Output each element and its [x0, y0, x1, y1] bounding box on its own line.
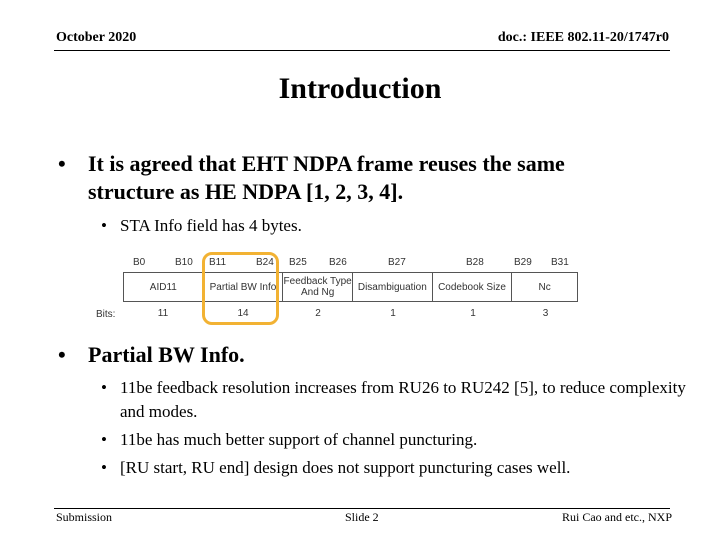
- bit-size: 14: [237, 308, 249, 319]
- bullet-eht-ndpa: [58, 150, 648, 206]
- field-feedback-type-and-ng: Feedback Type And Ng: [283, 273, 353, 301]
- sta-info-field-table: [123, 272, 578, 302]
- field-partial-bw-info: Partial BW Info: [204, 273, 284, 301]
- bullet-text: 11be feedback resolution increases from RU26 to RU242 [5], to reduce complexity and modes.: [120, 378, 686, 421]
- footer-submission: Submission: [56, 510, 113, 524]
- bullet-dot: •: [58, 342, 66, 367]
- bullet-text: Partial BW Info.: [88, 342, 245, 367]
- field-aid11: AID11: [124, 273, 204, 301]
- sub-bullet-sta-info: [101, 214, 520, 238]
- sub-bullet-puncturing-support: [101, 428, 700, 452]
- bullet-text: It is agreed that EHT NDPA frame reuses the same structure as HE NDPA [1, 2, 3, 4].: [88, 151, 565, 204]
- bit-size: 1: [470, 308, 476, 319]
- bit-label: B11: [209, 257, 227, 268]
- bullet-dot: •: [101, 430, 107, 449]
- bit-size: 11: [157, 308, 169, 319]
- header-date: October 2020: [56, 30, 137, 45]
- bit-size: 1: [390, 308, 396, 319]
- bit-label: B26: [329, 257, 347, 268]
- field-disambiguation: Disambiguation: [353, 273, 433, 301]
- bullet-dot: •: [101, 458, 107, 477]
- field-codebook-size: Codebook Size: [433, 273, 513, 301]
- bullet-text: STA Info field has 4 bytes.: [120, 216, 302, 235]
- bullet-text: [RU start, RU end] design does not support puncturing cases well.: [120, 458, 571, 477]
- bit-label: B24: [256, 257, 274, 268]
- bullet-text: 11be has much better support of channel puncturing.: [120, 430, 478, 449]
- partial-bw-highlight: [202, 252, 279, 325]
- footer-authors: Rui Cao and etc., NXP: [562, 510, 672, 524]
- sub-bullet-ru-design: [101, 456, 700, 480]
- footer-slide-number: Slide 2: [345, 510, 379, 524]
- bit-size: 2: [315, 308, 321, 319]
- slide-title: Introduction: [278, 72, 442, 105]
- bullet-dot: •: [101, 378, 107, 397]
- bit-size: 3: [542, 308, 549, 319]
- bullet-dot: •: [58, 151, 66, 176]
- bits-row-label: Bits:: [96, 309, 116, 320]
- sta-info-field-figure: [96, 250, 586, 330]
- bit-label: B10: [175, 257, 193, 268]
- bullet-partial-bw: [58, 341, 648, 369]
- field-nc: Nc: [512, 273, 577, 301]
- bit-label: B27: [388, 257, 406, 268]
- bit-label: B0: [133, 257, 146, 268]
- sub-bullet-resolution: [101, 376, 700, 424]
- header-doc-id: doc.: IEEE 802.11-20/1747r0: [497, 30, 669, 45]
- bit-label: B28: [466, 257, 484, 268]
- bullet-dot: •: [101, 216, 107, 235]
- bit-label: B31: [551, 257, 569, 268]
- header-rule: [54, 50, 670, 51]
- bit-label: B25: [289, 257, 307, 268]
- footer-rule: [54, 508, 670, 509]
- bit-label: B29: [514, 257, 532, 268]
